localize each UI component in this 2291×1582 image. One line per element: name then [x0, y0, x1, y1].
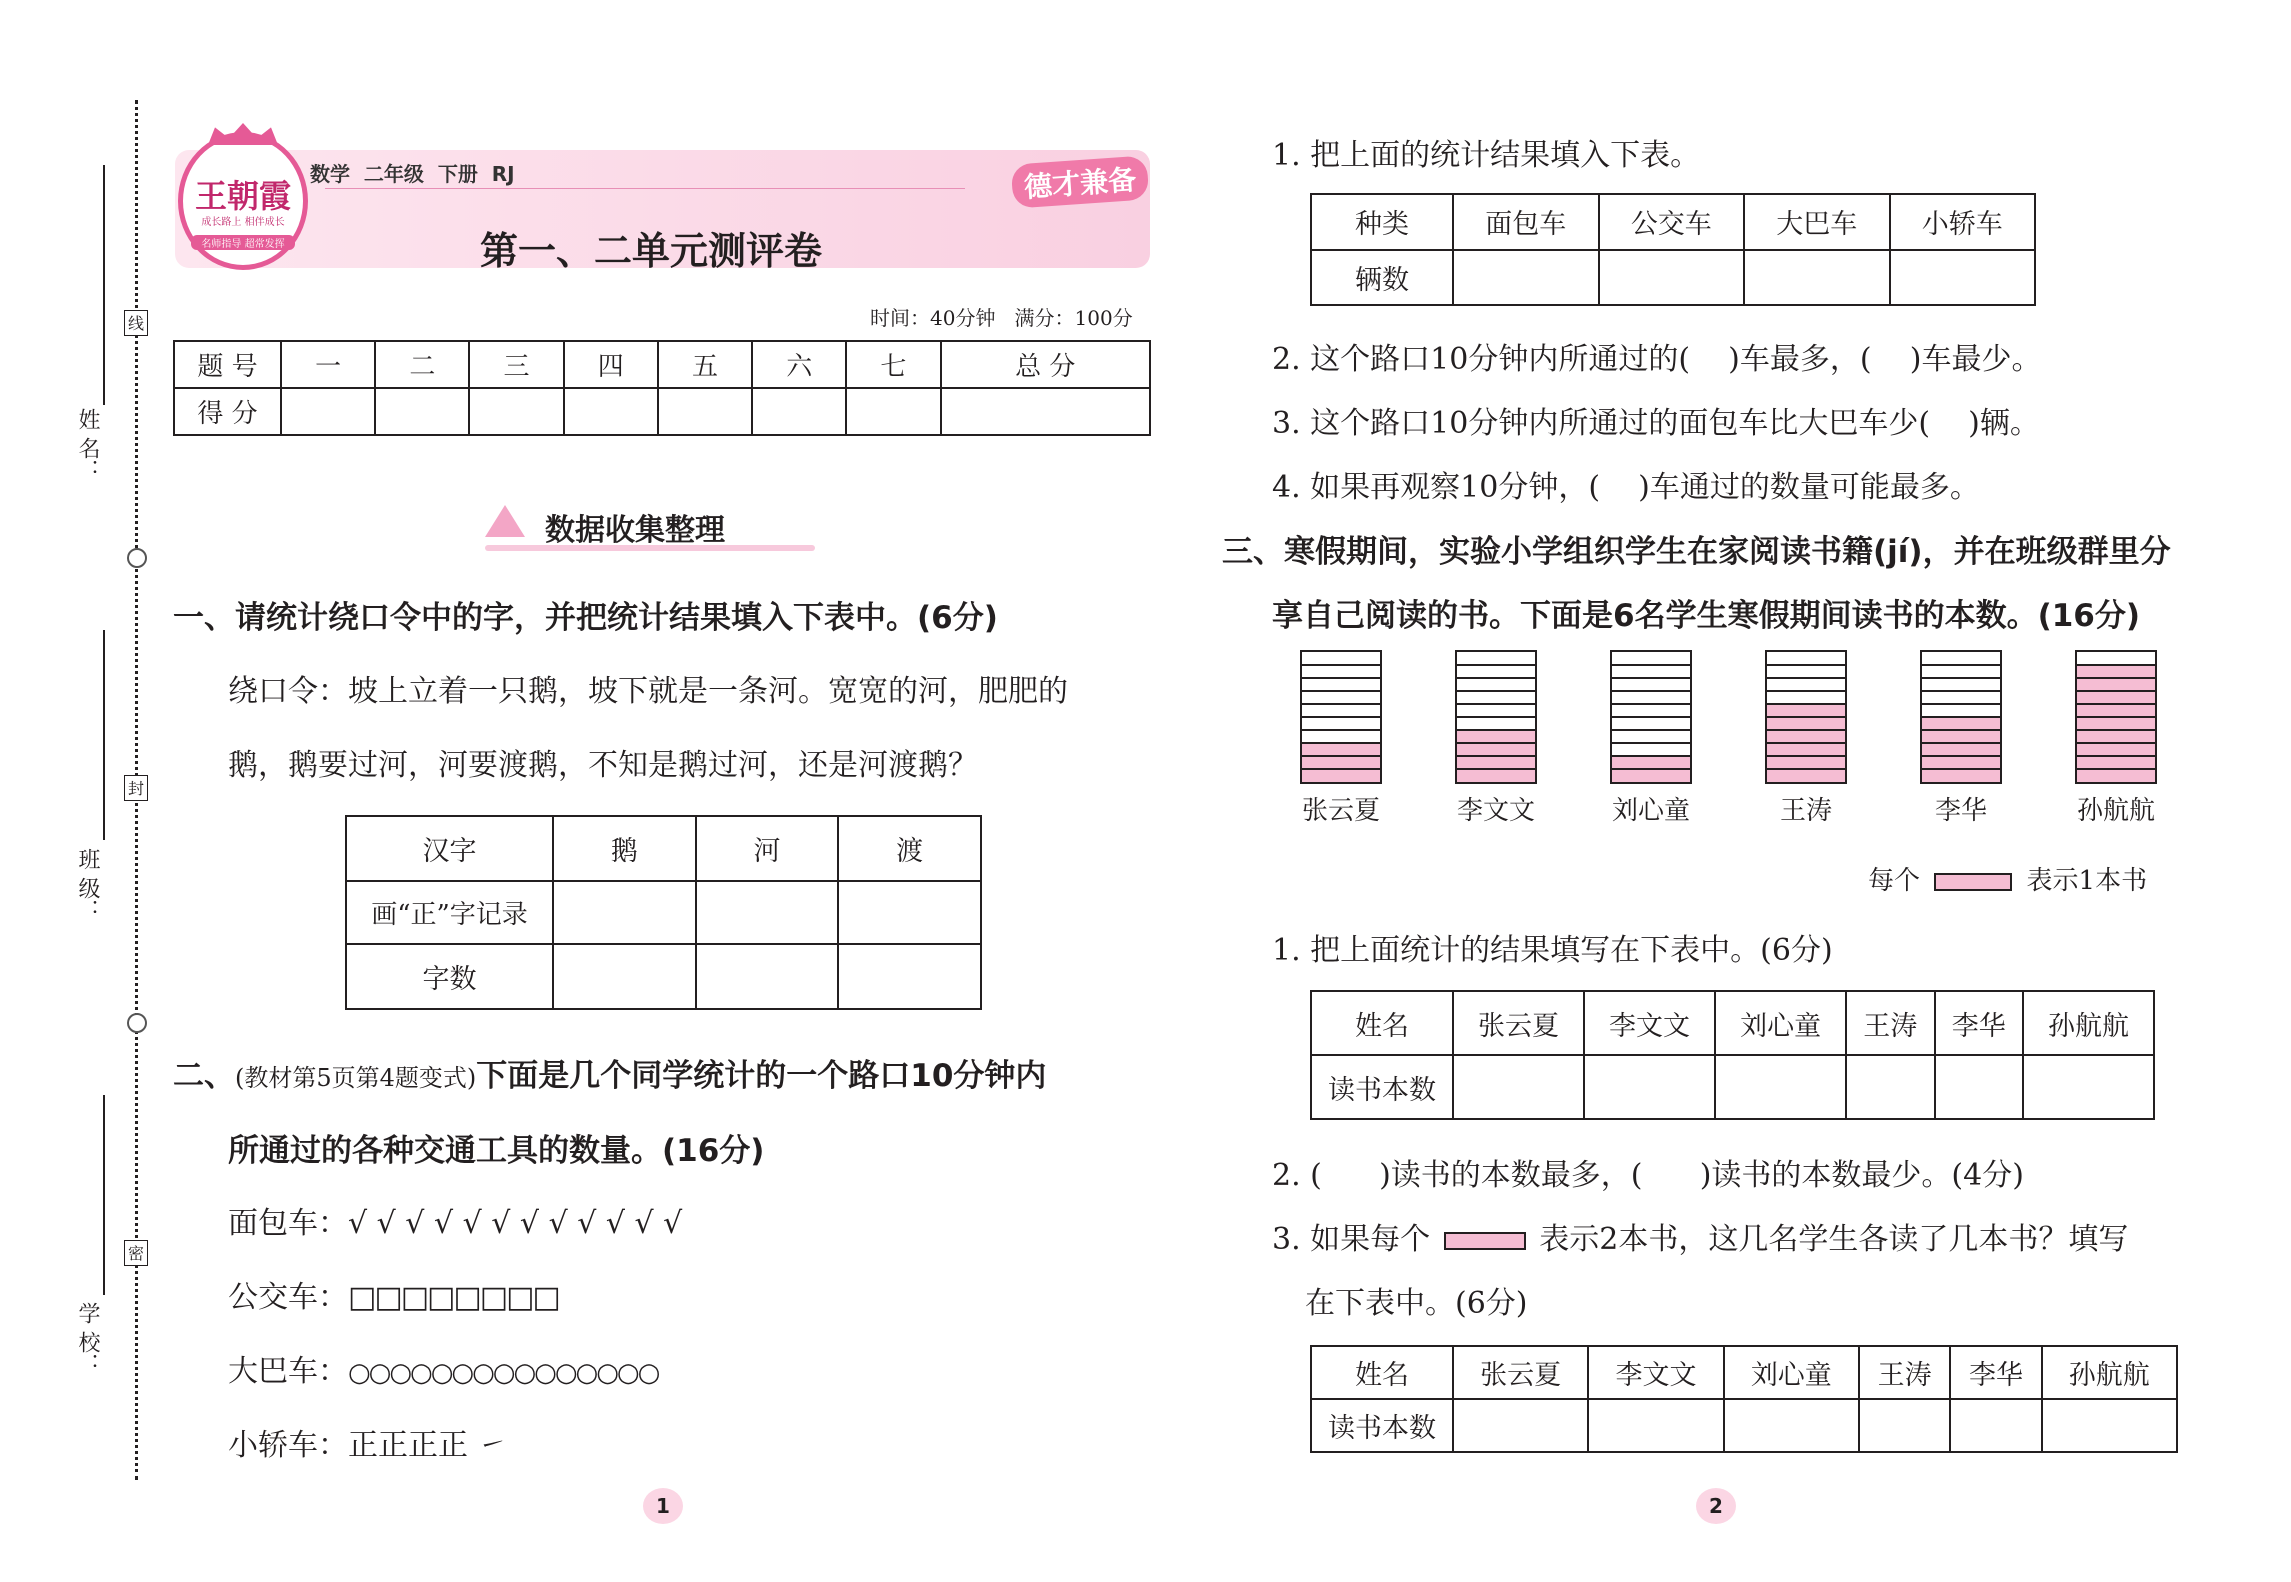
chart-grid-line: [1922, 729, 2000, 731]
chart-grid-line: [1457, 768, 1535, 770]
score-input[interactable]: [281, 388, 375, 435]
seal-secret-text: 密: [127, 1244, 144, 1263]
q3-header-cell: 王涛: [1859, 1346, 1950, 1399]
q2-sub4: 4. 如果再观察10分钟，( )车通过的数量可能最多。: [1272, 470, 1980, 505]
class-label: 班 级：: [75, 848, 100, 921]
q3-header-cell: 李华: [1950, 1346, 2041, 1399]
chart-grid-line: [2077, 768, 2155, 770]
q3-table-2: [1310, 1345, 2178, 1453]
chart-grid-line: [1922, 690, 2000, 692]
chart-grid-line: [2077, 664, 2155, 666]
school-underline: [103, 1095, 105, 1295]
chart-bar: [1610, 650, 1692, 784]
q3-answer-cell[interactable]: [2023, 1055, 2154, 1119]
q2-header-cell: 小轿车: [1890, 194, 2036, 250]
chart-grid-line: [1612, 742, 1690, 744]
chart-grid-line: [1922, 755, 2000, 757]
chart-grid-line: [2077, 755, 2155, 757]
seal-seal-text: 封: [127, 779, 144, 798]
chart-category-label: 刘心童: [1611, 796, 1690, 826]
chart-grid-line: [1767, 742, 1845, 744]
q1-line1: 绕口令：坡上立着一只鹅，坡下就是一条河。宽宽的河，肥肥的: [228, 674, 1068, 709]
chart-grid-line: [1922, 703, 2000, 705]
q2-answer-cell[interactable]: [1599, 250, 1745, 306]
chart-category-label: 王涛: [1779, 796, 1832, 826]
q2-coach-row: [228, 1346, 658, 1390]
chart-category-label: 李华: [1934, 796, 1987, 826]
chart-grid-line: [1767, 716, 1845, 718]
q3-answer-cell[interactable]: [1588, 1399, 1723, 1452]
score-table: [173, 340, 1151, 436]
q2-stem-line2: 所通过的各种交通工具的数量。(16分): [228, 1133, 765, 1169]
chart-bar-fill: [1922, 717, 2000, 782]
q1-answer-cell[interactable]: [838, 881, 981, 943]
chart-grid-line: [1612, 768, 1690, 770]
q2-bread-label: 面包车：: [228, 1206, 348, 1241]
q1-row-label: 画“正”字记录: [346, 881, 553, 943]
q2-stem1: 下面是几个同学统计的一个路口10分钟内: [476, 1058, 1047, 1094]
q3-answer-cell[interactable]: [1453, 1055, 1584, 1119]
seal-line-text: 线: [127, 314, 144, 333]
q1-answer-cell[interactable]: [696, 944, 839, 1009]
chart-grid-line: [2077, 742, 2155, 744]
q2-sub1: 1. 把上面的统计结果填入下表。: [1272, 138, 1701, 173]
class-underline: [103, 630, 105, 840]
title-underline: [325, 188, 965, 189]
chart-bar: [1455, 650, 1537, 784]
q3-answer-cell[interactable]: [1584, 1055, 1715, 1119]
chart-grid-line: [1457, 664, 1535, 666]
chart-grid-line: [2077, 690, 2155, 692]
q1-answer-cell[interactable]: [696, 881, 839, 943]
seal-line-box: [124, 310, 148, 336]
q3-header-cell: 张云夏: [1453, 1346, 1588, 1399]
q2-bus-label: 公交车：: [228, 1280, 348, 1315]
score-input[interactable]: [846, 388, 940, 435]
q3-header-cell: 姓名: [1311, 1346, 1453, 1399]
q2-answer-cell[interactable]: [1890, 250, 2036, 306]
chart-grid-line: [2077, 677, 2155, 679]
q3-answer-cell[interactable]: [1950, 1399, 2041, 1452]
chart-grid-line: [1612, 690, 1690, 692]
page-number-1: 1: [643, 1488, 683, 1524]
q3-sub3-line1: [1272, 1214, 2128, 1258]
q2-prefix: 二、: [173, 1058, 235, 1094]
score-cell: 一: [281, 341, 375, 388]
chart-grid-line: [1302, 690, 1380, 692]
q2-car-row: [228, 1420, 508, 1464]
score-input[interactable]: [375, 388, 469, 435]
q3-row-label: 读书本数: [1311, 1399, 1453, 1452]
chart-grid-line: [1457, 716, 1535, 718]
chart-grid-line: [1767, 703, 1845, 705]
name-label: 姓 名：: [75, 408, 100, 481]
section-title: 数据收集整理: [545, 513, 725, 548]
chart-bar-fill: [2077, 665, 2155, 782]
q2-source: (教材第5页第4题变式): [235, 1064, 477, 1092]
chart-grid-line: [2077, 716, 2155, 718]
q3-answer-cell[interactable]: [1935, 1055, 2023, 1119]
chart-bar: [1920, 650, 2002, 784]
q2-header-cell: 公交车: [1599, 194, 1745, 250]
chart-bar: [2075, 650, 2157, 784]
q1-header-cell: 鹅: [553, 816, 696, 881]
q1-answer-cell[interactable]: [838, 944, 981, 1009]
q2-bread-row: [228, 1198, 682, 1242]
score-input[interactable]: [469, 388, 563, 435]
q3-answer-cell[interactable]: [2042, 1399, 2177, 1452]
chart-bar-fill: [1302, 743, 1380, 782]
q3-answer-cell[interactable]: [1453, 1399, 1588, 1452]
chart-grid-line: [2077, 703, 2155, 705]
name-underline: [103, 165, 105, 405]
q1-answer-cell[interactable]: [553, 881, 696, 943]
q3-sub2: 2. ( )读书的本数最多，( )读书的本数最少。(4分): [1272, 1158, 2024, 1193]
q3-answer-cell[interactable]: [1724, 1399, 1859, 1452]
chart-grid-line: [1922, 664, 2000, 666]
chart-grid-line: [1767, 677, 1845, 679]
q3-header-cell: 孙航航: [2023, 991, 2154, 1055]
q2-answer-cell[interactable]: [1744, 250, 1890, 306]
chart-grid-line: [1767, 729, 1845, 731]
q3-stem2: 享自己阅读的书。下面是6名学生寒假期间读书的本数。(16分): [1272, 598, 2141, 634]
q3-header-cell: 张云夏: [1453, 991, 1584, 1055]
chart-grid-line: [1302, 677, 1380, 679]
legend-prefix: 每个: [1868, 866, 1921, 896]
q1-stem: 一、请统计绕口令中的字，并把统计结果填入下表中。(6分): [173, 600, 998, 636]
q2-car-marks: 正正正正 ㇀: [348, 1428, 508, 1463]
chart-grid-line: [1612, 703, 1690, 705]
slogan-badge: 德才兼备: [1011, 155, 1150, 208]
chart-grid-line: [1302, 664, 1380, 666]
q1-table: [345, 815, 982, 1010]
q1-line2: 鹅，鹅要过河，河要渡鹅，不知是鹅过河，还是河渡鹅？: [228, 748, 978, 783]
legend-suffix: 表示1本书: [2026, 866, 2148, 896]
score-input[interactable]: [564, 388, 658, 435]
header-meta: 时间：40分钟 满分：100分: [870, 306, 1133, 330]
chart-legend: [1868, 860, 2147, 897]
q2-coach-label: 大巴车：: [228, 1354, 348, 1389]
q1-header-cell: 渡: [838, 816, 981, 881]
chart-category-label: 李文文: [1456, 796, 1535, 826]
grade-info: 数学 二年级 下册 RJ: [310, 162, 515, 186]
legend-swatch: [1934, 873, 2012, 891]
q1-header-cell: 汉字: [346, 816, 553, 881]
q3-stem1: 三、寒假期间，实验小学组织学生在家阅读书籍(jí)，并在班级群里分: [1222, 534, 2171, 570]
brand-tagline: 成长路上 相伴成长: [201, 217, 285, 228]
chart-grid-line: [1922, 742, 2000, 744]
binding-hole-1: [127, 548, 147, 568]
score-input[interactable]: [941, 388, 1150, 435]
chart-grid-line: [1457, 755, 1535, 757]
q3-row-label: 读书本数: [1311, 1055, 1453, 1119]
chart-grid-line: [1922, 768, 2000, 770]
chart-grid-line: [1767, 768, 1845, 770]
q1-row-label: 字数: [346, 944, 553, 1009]
q2-answer-cell[interactable]: [1453, 250, 1599, 306]
score-row-label: 得 分: [174, 388, 281, 435]
school-label: 学 校：: [75, 1302, 100, 1375]
page-number-2: 2: [1696, 1488, 1736, 1524]
q1-header-cell: 河: [696, 816, 839, 881]
q3-header-cell: 李华: [1935, 991, 2023, 1055]
chart-grid-line: [1612, 755, 1690, 757]
chart-grid-line: [1302, 768, 1380, 770]
q2-sub3: 3. 这个路口10分钟内所通过的面包车比大巴车少( )辆。: [1272, 406, 2040, 441]
q2-bus-marks: □□□□□□□□: [348, 1280, 559, 1315]
q2-bread-marks: √ √ √ √ √ √ √ √ √ √ √ √: [348, 1206, 683, 1241]
q3-header-cell: 刘心童: [1715, 991, 1846, 1055]
chart-grid-line: [1302, 742, 1380, 744]
q3-sub3-line2: 在下表中。(6分): [1305, 1286, 1528, 1321]
q3-header-cell: 刘心童: [1724, 1346, 1859, 1399]
q2-stem-line1: [173, 1050, 1046, 1095]
q2-header-cell: 大巴车: [1744, 194, 1890, 250]
score-input[interactable]: [752, 388, 846, 435]
q3-header-cell: 王涛: [1846, 991, 1934, 1055]
chart-category-label: 张云夏: [1301, 796, 1380, 826]
q2-header-cell: 种类: [1311, 194, 1453, 250]
chart-grid-line: [1302, 716, 1380, 718]
binding-hole-2: [127, 1013, 147, 1033]
q3-answer-cell[interactable]: [1715, 1055, 1846, 1119]
chart-grid-line: [1457, 742, 1535, 744]
q3-header-cell: 姓名: [1311, 991, 1453, 1055]
chart-grid-line: [1922, 677, 2000, 679]
seal-secret-box: [124, 1240, 148, 1266]
score-cell: 二: [375, 341, 469, 388]
q3-table-1: [1310, 990, 2155, 1120]
q2-bus-row: [228, 1272, 559, 1316]
chart-bar: [1300, 650, 1382, 784]
score-cell: 总 分: [941, 341, 1150, 388]
q3-sub3-swatch: [1444, 1232, 1526, 1250]
reading-bar-chart: [1300, 650, 2180, 850]
chart-grid-line: [1612, 729, 1690, 731]
q3-sub1: 1. 把上面统计的结果填写在下表中。(6分): [1272, 933, 1833, 968]
chart-grid-line: [1457, 677, 1535, 679]
page-title: 第一、二单元测评卷: [480, 229, 823, 273]
chart-grid-line: [1612, 677, 1690, 679]
chart-grid-line: [1767, 664, 1845, 666]
q3-sub3-b: 表示2本书，这几名学生各读了几本书？填写: [1539, 1222, 2129, 1257]
chart-grid-line: [1457, 703, 1535, 705]
q3-answer-cell[interactable]: [1846, 1055, 1934, 1119]
score-cell: 六: [752, 341, 846, 388]
chart-grid-line: [1302, 703, 1380, 705]
q2-coach-marks: ○○○○○○○○○○○○○○○: [348, 1358, 659, 1388]
score-header-row: [174, 341, 1150, 388]
brand-name: 王朝霞: [194, 177, 291, 215]
sailboat-icon: [485, 505, 525, 545]
chart-grid-line: [1302, 755, 1380, 757]
chart-grid-line: [1457, 729, 1535, 731]
chart-grid-line: [1767, 690, 1845, 692]
chart-bar: [1765, 650, 1847, 784]
chart-grid-line: [1612, 664, 1690, 666]
brand-tagline2: 名师指导 超常发挥: [191, 235, 295, 250]
chart-grid-line: [1302, 729, 1380, 731]
score-input[interactable]: [658, 388, 752, 435]
brand-logo: [178, 132, 308, 270]
q2-sub1-table: [1310, 193, 2036, 306]
score-cell: 题 号: [174, 341, 281, 388]
score-cell: 三: [469, 341, 563, 388]
q3-answer-cell[interactable]: [1859, 1399, 1950, 1452]
seal-seal-box: [124, 775, 148, 801]
q3-header-cell: 孙航航: [2042, 1346, 2177, 1399]
chart-grid-line: [1457, 690, 1535, 692]
q2-sub2: 2. 这个路口10分钟内所通过的( )车最多，( )车最少。: [1272, 342, 2042, 377]
chart-category-label: 孙航航: [2076, 796, 2155, 826]
score-cell: 七: [846, 341, 940, 388]
score-value-row: [174, 388, 1150, 435]
chart-grid-line: [1612, 716, 1690, 718]
chart-grid-line: [2077, 729, 2155, 731]
crown-icon: [208, 123, 278, 145]
chart-grid-line: [1922, 716, 2000, 718]
q3-header-cell: 李文文: [1588, 1346, 1723, 1399]
score-cell: 五: [658, 341, 752, 388]
q3-sub3-a: 3. 如果每个: [1272, 1222, 1431, 1257]
q2-row-label: 辆数: [1311, 250, 1453, 306]
q1-answer-cell[interactable]: [553, 944, 696, 1009]
chart-grid-line: [1767, 755, 1845, 757]
q2-header-cell: 面包车: [1453, 194, 1599, 250]
q3-header-cell: 李文文: [1584, 991, 1715, 1055]
score-cell: 四: [564, 341, 658, 388]
q2-car-label: 小轿车：: [228, 1428, 348, 1463]
